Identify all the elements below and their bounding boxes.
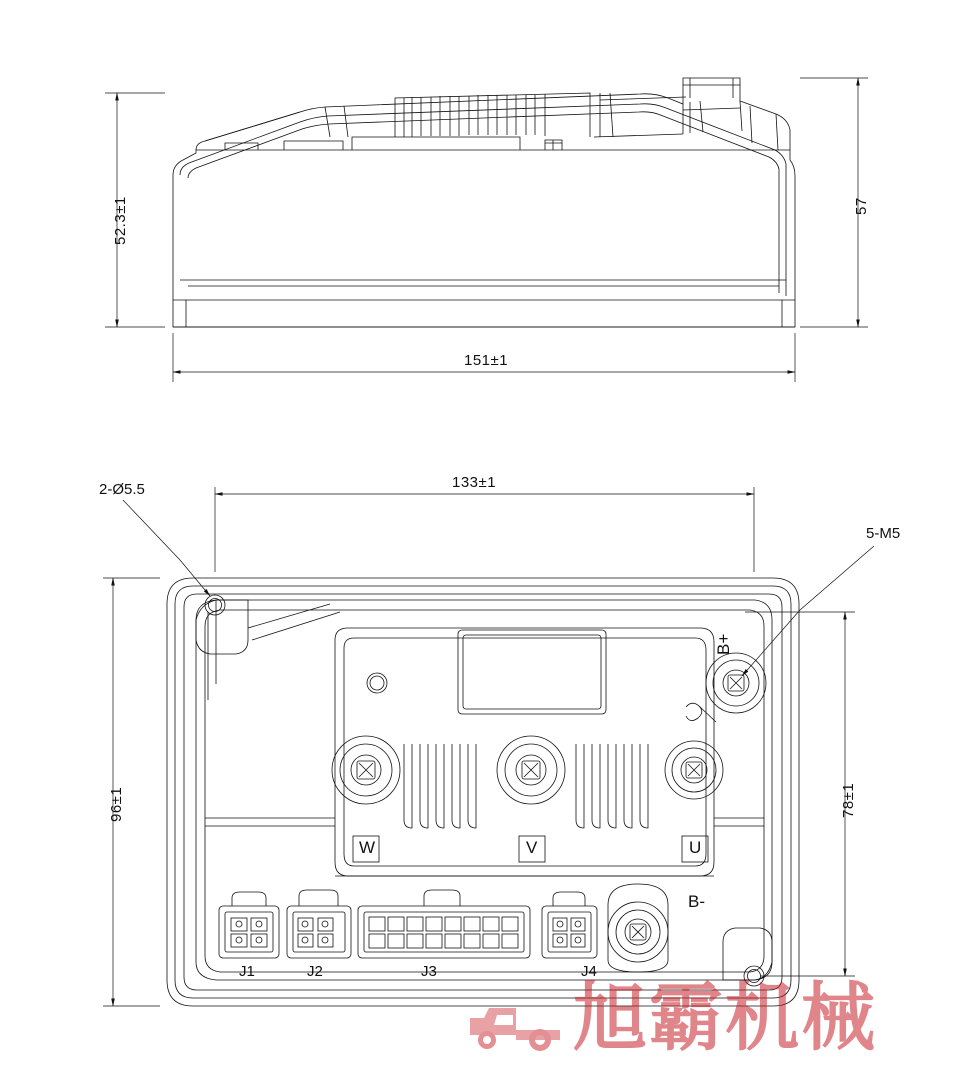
callout-terminal-screws: 5-M5 bbox=[866, 525, 901, 542]
dim-side-width: 151±1 bbox=[464, 352, 509, 369]
terminal-label-b-plus: B+ bbox=[714, 633, 733, 655]
dim-side-height-right: 57 bbox=[853, 197, 870, 215]
callout-mounting-holes: 2-Ø5.5 bbox=[99, 481, 145, 498]
connector-label-j4: J4 bbox=[581, 963, 597, 980]
terminal-label-v: V bbox=[526, 838, 538, 857]
terminal-label-w: W bbox=[359, 838, 376, 857]
connector-label-j2: J2 bbox=[307, 963, 323, 980]
watermark-text: 旭霸机械 bbox=[573, 975, 877, 1061]
side-elevation-geometry bbox=[173, 78, 795, 327]
connector-label-j3: J3 bbox=[421, 963, 437, 980]
plan-view-geometry bbox=[167, 578, 799, 1006]
terminal-label-u: U bbox=[689, 838, 702, 857]
dim-side-height-left: 52.3±1 bbox=[112, 196, 129, 245]
terminal-label-b-minus: B- bbox=[688, 892, 705, 911]
connector-label-j1: J1 bbox=[239, 963, 255, 980]
dim-plan-width: 133±1 bbox=[452, 474, 497, 491]
dim-plan-height-right: 78±1 bbox=[840, 782, 857, 818]
watermark-icon bbox=[470, 1008, 560, 1051]
side-view-dimension-lines bbox=[105, 78, 868, 382]
dim-plan-height-left: 96±1 bbox=[108, 786, 125, 822]
